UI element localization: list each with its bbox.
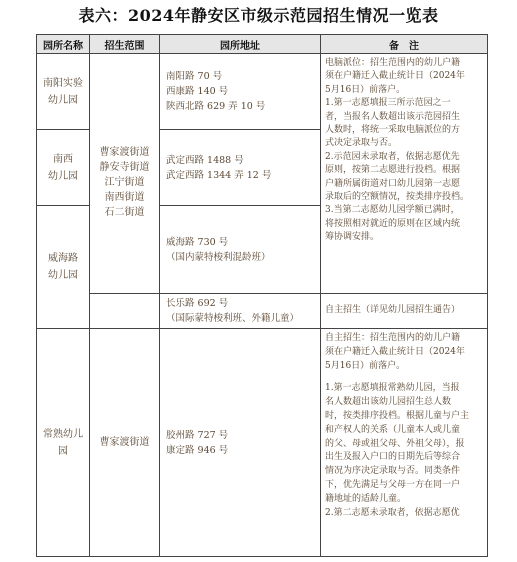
kindergarten-address: 威海路 730 号 （国内蒙特梭利混龄班）	[160, 206, 321, 294]
header-name: 园所名称	[37, 35, 90, 54]
enrollment-range: 曹家渡街道	[90, 329, 160, 557]
kindergarten-name: 南阳实验 幼儿园	[37, 54, 90, 130]
kindergarten-address: 武定西路 1488 号 武定西路 1344 弄 12 号	[160, 130, 321, 206]
kindergarten-name: 常熟幼儿 园	[37, 329, 90, 557]
kindergarten-address: 胶州路 727 号 康定路 946 号	[160, 329, 321, 557]
enrollment-table	[36, 34, 488, 557]
header-address: 园所地址	[160, 35, 321, 54]
notes-self-enroll: 自主招生（详见幼儿园招生通告）	[321, 294, 488, 329]
kindergarten-address: 长乐路 692 号 （国际蒙特梭利班、外籍儿童）	[160, 294, 321, 329]
kindergarten-name: 南西 幼儿园	[37, 130, 90, 206]
page-title: 表六：2024年静安区市级示范园招生情况一览表	[78, 6, 439, 25]
notes-lottery: 电脑派位：招生范围内的幼儿户籍 须在户籍迁入截止统计日（2024年 5月16日）前落户。 1.第一志愿填报三所示范园之一 者，当报名人数超出该示范园招生 人数时，将统一采取电脑派位的方 式决定录取与否。 2.示范园未录取者，依据志愿优先 原则，按第二志愿进行投档。根据 户籍所属街道对口幼儿园第一志愿 录取后的空额情况，按类排序投档。 3.当第二志愿幼儿园学额已满时， 将按照相对就近的原则在区域内统 筹协调安排。	[321, 54, 488, 294]
table-row	[37, 294, 488, 329]
kindergarten-address: 南阳路 70 号 西康路 140 号 陕西北路 629 弄 10 号	[160, 54, 321, 130]
header-row	[37, 35, 488, 54]
enrollment-range-empty	[90, 294, 160, 329]
header-notes: 备 注	[321, 35, 488, 54]
table-row	[37, 54, 488, 130]
notes-changshu: 自主招生：招生范围内的幼儿户籍 须在户籍迁入截止统计日（2024年 5月16日）前落户。 1.第一志愿填报常熟幼儿园，当报 名人数超出该幼儿园招生总人数 时，按类排序投档。根据儿童与户主 和产权人的关系（儿童本人或儿童 的父、母或祖父母、外祖父母），报 出生及报入户口的日期先后等综合 情况为序决定录取与否。同类条件 下，优先满足与父母一方在同一户 籍地址的适龄儿童。 2.第二志愿未录取者，依据志愿优	[321, 329, 488, 557]
header-range: 招生范围	[90, 35, 160, 54]
kindergarten-name: 威海路 幼儿园	[37, 206, 90, 329]
enrollment-range: 曹家渡街道 静安寺街道 江宁街道 南西街道 石二街道	[90, 54, 160, 294]
table-row	[37, 329, 488, 557]
